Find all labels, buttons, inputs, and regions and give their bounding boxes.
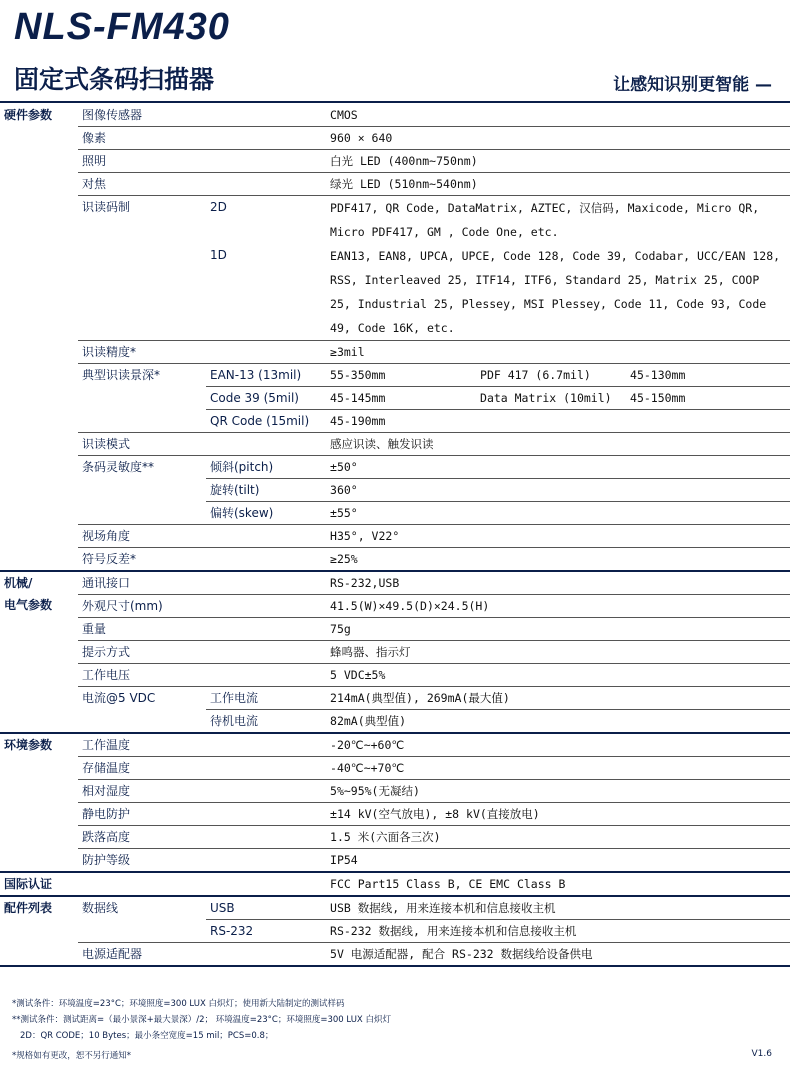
spec-label: 存储温度 (78, 757, 326, 780)
category-environment: 环境参数 (0, 733, 78, 872)
spec-value: 白光 LED (400nm~750nm) (326, 150, 790, 173)
spec-table (0, 104, 790, 967)
spec-label: 外观尺寸(mm) (78, 595, 326, 618)
footnote: *测试条件：环境温度=23°C；环境照度=300 LUX 白炽灯；使用新大陆制定的测试样码 (12, 999, 345, 1009)
spec-value: 绿光 LED (510nm~540nm) (326, 173, 790, 196)
spec-value: 5 VDC±5% (326, 664, 790, 687)
dof-range: 45-150mm (626, 387, 790, 410)
slogan: 让感知识别更智能 — (613, 75, 772, 95)
spec-value: 蜂鸣器、指示灯 (326, 641, 790, 664)
spec-value: -40℃~+70℃ (326, 757, 790, 780)
spec-label: 识读码制 (78, 196, 206, 341)
disclaimer: *规格如有更改，恕不另行通知* (12, 1051, 132, 1061)
spec-value: RS-232 数据线, 用来连接本机和信息接收主机 (326, 920, 790, 943)
footnote: 2D：QR CODE；10 Bytes；最小条空宽度=15 mil；PCS=0.8； (20, 1031, 274, 1041)
spec-sub-label: 2D (210, 200, 227, 214)
spec-label: 照明 (78, 150, 326, 173)
dof-code: EAN-13 (13mil) (206, 364, 326, 387)
dof-range: 55-350mm (326, 364, 476, 387)
spec-value: 5%~95%(无凝结) (326, 780, 790, 803)
spec-sub-label: 工作电流 (206, 687, 326, 710)
spec-value: PDF417, QR Code, DataMatrix, AZTEC, 汉信码, Maxicode, Micro QR, Micro PDF417, GM , Code One, etc. (330, 201, 760, 239)
dof-code: PDF 417 (6.7mil) (476, 364, 626, 387)
spec-label: 典型识读景深* (78, 364, 206, 433)
spec-label: 工作电压 (78, 664, 326, 687)
spec-label: 通讯接口 (78, 571, 326, 595)
spec-value: 41.5(W)×49.5(D)×24.5(H) (326, 595, 790, 618)
spec-label: 数据线 (78, 896, 206, 943)
dof-range: 45-130mm (626, 364, 790, 387)
spec-value: 82mA(典型值) (326, 710, 790, 734)
spec-sub-label: 偏转(skew) (206, 502, 326, 525)
spec-value: CMOS (326, 104, 790, 127)
spec-label: 重量 (78, 618, 326, 641)
spec-label: 符号反差* (78, 548, 326, 572)
spec-value: EAN13, EAN8, UPCA, UPCE, Code 128, Code 39, Codabar, UCC/EAN 128, RSS, Interleaved 25, ITF14, ITF6, Standard 25, Matrix 25, COOP 25, Industrial 25, Plessey, MSI Plessey, Code 11, Code 93, Code 49, Code 16K, etc. (326, 244, 790, 341)
category-hardware: 硬件参数 (4, 108, 53, 122)
spec-label: 条码灵敏度** (78, 456, 206, 525)
spec-label: 识读精度* (78, 341, 326, 364)
spec-sub-label: 旋转(tilt) (206, 479, 326, 502)
spec-value: -20℃~+60℃ (326, 733, 790, 757)
category-mechanical: 机械/ 电气参数 (0, 571, 78, 733)
spec-label: 防护等级 (78, 849, 326, 873)
spec-value: ≥25% (326, 548, 790, 572)
spec-label: 提示方式 (78, 641, 326, 664)
spec-label: 对焦 (78, 173, 326, 196)
product-subtitle: 固定式条码扫描器 (14, 65, 215, 94)
spec-label: 静电防护 (78, 803, 326, 826)
dof-range: 45-190mm (326, 410, 790, 433)
spec-label: 相对湿度 (78, 780, 326, 803)
dof-range: 45-145mm (326, 387, 476, 410)
header-rule (0, 101, 790, 103)
spec-value: 感应识读、触发识读 (326, 433, 790, 456)
spec-value: H35°, V22° (326, 525, 790, 548)
spec-label: 图像传感器 (78, 104, 326, 127)
dof-code: QR Code (15mil) (206, 410, 326, 433)
spec-value: IP54 (326, 849, 790, 873)
spec-label: 工作温度 (78, 733, 326, 757)
spec-value: ±14 kV(空气放电), ±8 kV(直接放电) (326, 803, 790, 826)
spec-value: FCC Part15 Class B, CE EMC Class B (326, 872, 790, 896)
spec-label: 电流@5 VDC (78, 687, 206, 734)
spec-sub-label: 1D (206, 244, 326, 341)
spec-value: ±55° (326, 502, 790, 525)
spec-value: 214mA(典型值), 269mA(最大值) (326, 687, 790, 710)
category-certification: 国际认证 (0, 872, 78, 896)
spec-value: RS-232,USB (326, 571, 790, 595)
version-label: V1.6 (751, 1049, 772, 1059)
spec-value: 5V 电源适配器, 配合 RS-232 数据线给设备供电 (326, 943, 790, 967)
spec-sub-label: USB (206, 896, 326, 920)
spec-label: 识读模式 (78, 433, 326, 456)
spec-value: ≥3mil (326, 341, 790, 364)
spec-value: 75g (326, 618, 790, 641)
spec-value: USB 数据线, 用来连接本机和信息接收主机 (326, 896, 790, 920)
footnote: **测试条件：测试距离=（最小景深+最大景深）/2； 环境温度=23°C；环境照度=300 LUX 白炽灯 (12, 1015, 391, 1025)
footnotes (12, 996, 391, 1044)
spec-value: ±50° (326, 456, 790, 479)
spec-label: 跌落高度 (78, 826, 326, 849)
spec-sub-label: 倾斜(pitch) (206, 456, 326, 479)
dof-code: Data Matrix (10mil) (476, 387, 626, 410)
spec-sub-label: RS-232 (206, 920, 326, 943)
spec-value: 360° (326, 479, 790, 502)
spec-sub-label: 待机电流 (206, 710, 326, 734)
spec-label: 视场角度 (78, 525, 326, 548)
category-accessories: 配件列表 (0, 896, 78, 966)
spec-value: 960 × 640 (326, 127, 790, 150)
dof-code: Code 39 (5mil) (206, 387, 326, 410)
spec-label: 像素 (78, 127, 326, 150)
spec-label: 电源适配器 (78, 943, 326, 967)
spec-value: 1.5 米(六面各三次) (326, 826, 790, 849)
product-model: NLS-FM430 (14, 6, 230, 48)
